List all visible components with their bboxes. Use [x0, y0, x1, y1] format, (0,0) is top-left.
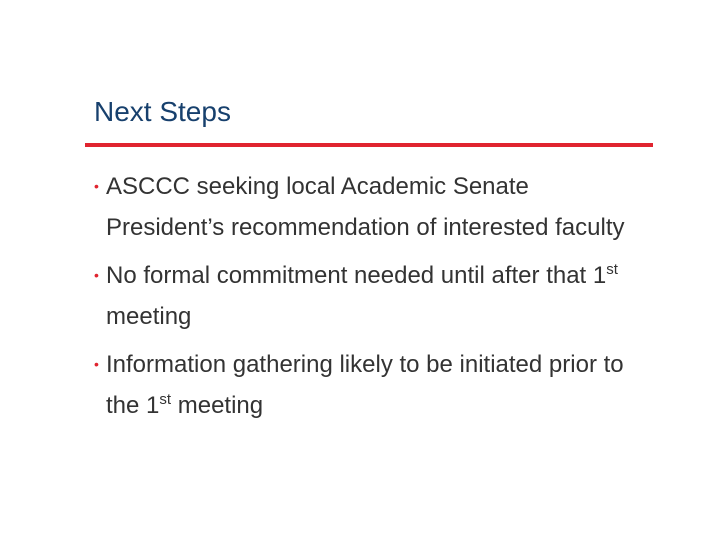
- bullet-item-ascccc-recommendation: [94, 166, 634, 248]
- ordinal-suffix: st: [159, 391, 172, 408]
- bullet-item-information-gathering: [94, 344, 634, 426]
- bullet-marker-icon: •: [94, 267, 99, 283]
- bullet-text-start: Information gathering likely to be initiated prior to the 1: [106, 351, 624, 419]
- bullet-list: [94, 166, 634, 433]
- title-divider: [85, 143, 653, 147]
- bullet-text-start: No formal commitment needed until after that 1: [106, 262, 607, 289]
- bullet-item-no-formal-commitment: [94, 255, 634, 337]
- ordinal-suffix: st: [606, 261, 618, 278]
- bullet-marker-icon: •: [94, 356, 99, 372]
- bullet-marker-icon: •: [94, 178, 99, 194]
- bullet-text-end: meeting: [171, 392, 264, 419]
- bullet-text-end: meeting: [106, 303, 192, 330]
- bullet-text: ASCCC seeking local Academic Senate President’s recommendation of interested faculty: [106, 173, 625, 241]
- slide-title: Next Steps: [94, 96, 231, 127]
